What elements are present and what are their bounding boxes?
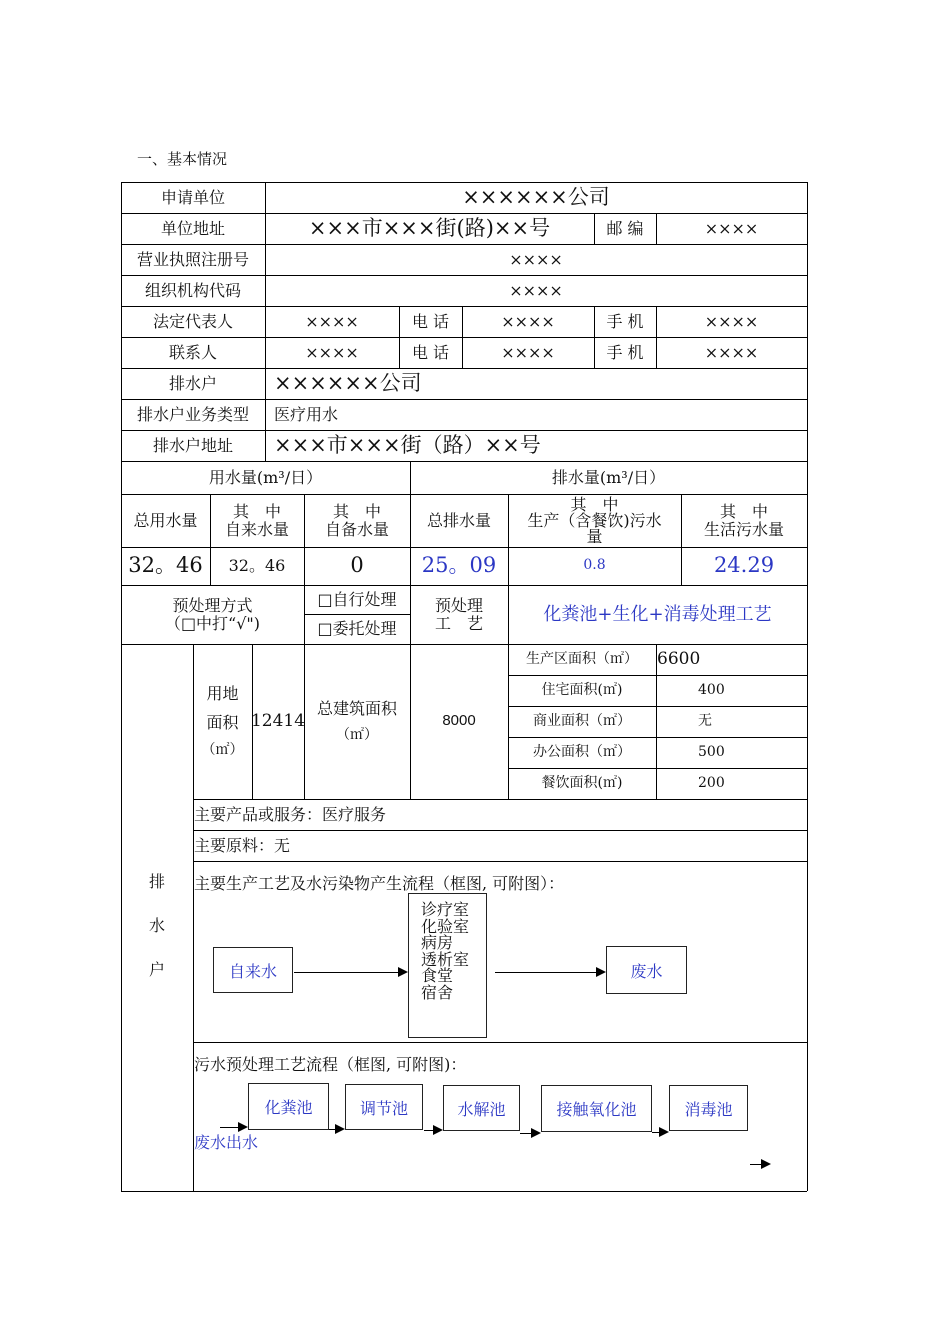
section-title: 一、基本情况 bbox=[137, 150, 228, 168]
water-use-header: 用水量(m³/日） bbox=[208, 467, 323, 487]
area-value: 200 bbox=[698, 774, 725, 791]
contact-mobile-label: 手 机 bbox=[606, 342, 644, 362]
flow2-step: 水解池 bbox=[443, 1085, 520, 1131]
tap-water-label: 其 中 自来水量 bbox=[224, 501, 289, 539]
building-area-label: 总建筑面积 （㎡） bbox=[316, 698, 397, 744]
legal-rep-mobile-label: 手 机 bbox=[606, 311, 644, 331]
pretreatment-method-label: 预处理方式 （□中打“√") bbox=[164, 595, 261, 633]
main-material: 主要原料：无 bbox=[194, 835, 291, 855]
arrow-icon bbox=[652, 1132, 667, 1133]
org-code-value: ×××× bbox=[509, 280, 563, 300]
life-discharge-value: 24.29 bbox=[713, 553, 775, 578]
flow1-title: 主要生产工艺及水污染物产生流程（框图, 可附图）： bbox=[194, 874, 565, 893]
legal-rep-mobile: ×××× bbox=[704, 311, 759, 331]
arrow-icon bbox=[294, 972, 406, 973]
arrow-icon bbox=[520, 1133, 539, 1134]
contact-mobile: ×××× bbox=[704, 342, 759, 362]
area-value: 无 bbox=[698, 712, 712, 729]
flow2-inlet: 废水出水 bbox=[194, 1133, 259, 1152]
total-discharge-label: 总排水量 bbox=[426, 510, 491, 530]
area-label: 餐饮面积(㎡) bbox=[541, 774, 623, 791]
business-type-label: 排水户业务类型 bbox=[136, 404, 249, 424]
discharger-vertical-label: 排 水 户 bbox=[148, 872, 165, 979]
license-value: ×××× bbox=[509, 249, 563, 269]
discharge-header: 排水量(m³/日） bbox=[551, 467, 666, 487]
area-value: 6600 bbox=[657, 649, 701, 670]
contact-label: 联系人 bbox=[168, 342, 217, 362]
arrow-icon bbox=[750, 1164, 769, 1165]
flow2-step: 化粪池 bbox=[248, 1083, 329, 1130]
area-value: 400 bbox=[698, 681, 725, 698]
contact-phone-label: 电 话 bbox=[411, 342, 450, 362]
flow2-step: 调节池 bbox=[345, 1084, 423, 1130]
option-entrust-checkbox[interactable]: □委托处理 bbox=[317, 619, 397, 639]
legal-rep-phone: ×××× bbox=[501, 311, 555, 331]
legal-rep-phone-label: 电 话 bbox=[411, 311, 450, 331]
legal-rep-label: 法定代表人 bbox=[152, 311, 233, 331]
land-area-label: 用地 面积 （㎡） bbox=[201, 684, 244, 758]
life-discharge-label: 其 中 生活污水量 bbox=[703, 501, 784, 539]
flow2-step: 接触氧化池 bbox=[541, 1085, 652, 1132]
self-water-label: 其 中 自备水量 bbox=[324, 501, 389, 539]
discharger-value: ××××××公司 bbox=[274, 370, 422, 395]
pretreatment-process-label: 预处理 工 艺 bbox=[434, 595, 483, 633]
area-label: 商业面积（㎡） bbox=[533, 712, 631, 729]
total-use-value: 32。46 bbox=[128, 553, 203, 578]
self-water-value: 0 bbox=[350, 553, 364, 578]
option-self-checkbox[interactable]: □自行处理 bbox=[317, 589, 397, 609]
area-label: 生产区面积（㎡） bbox=[526, 650, 638, 667]
postcode-value: ×××× bbox=[704, 218, 759, 238]
area-label: 住宅面积(㎡) bbox=[541, 681, 623, 698]
flow1-output-box: 废水 bbox=[606, 946, 687, 994]
area-value: 500 bbox=[698, 743, 725, 760]
discharger-label: 排水户 bbox=[168, 373, 217, 393]
flow2-title: 污水预处理工艺流程（框图, 可附图)： bbox=[194, 1055, 467, 1074]
contact-name: ×××× bbox=[305, 342, 359, 362]
tap-water-value: 32。46 bbox=[228, 556, 286, 576]
land-area-value: 12414 bbox=[250, 711, 306, 732]
total-discharge-value: 25。09 bbox=[421, 553, 497, 578]
applicant-value: ××××××公司 bbox=[462, 184, 610, 209]
arrow-icon bbox=[495, 972, 604, 973]
arrow-icon bbox=[220, 1127, 246, 1128]
address-value: ×××市×××街(路)××号 bbox=[308, 215, 551, 240]
discharger-address-label: 排水户地址 bbox=[152, 435, 233, 455]
postcode-label: 邮 编 bbox=[606, 218, 644, 238]
production-discharge-value: 0.8 bbox=[583, 557, 606, 574]
arrow-icon bbox=[329, 1129, 343, 1130]
legal-rep-name: ×××× bbox=[305, 311, 359, 331]
applicant-label: 申请单位 bbox=[160, 187, 225, 207]
org-code-label: 组织机构代码 bbox=[144, 280, 241, 300]
building-area-value: 8000 bbox=[442, 712, 476, 730]
area-label: 办公面积（㎡） bbox=[533, 743, 631, 760]
contact-phone: ×××× bbox=[501, 342, 555, 362]
business-type-value: 医疗用水 bbox=[274, 404, 339, 424]
license-label: 营业执照注册号 bbox=[136, 249, 249, 269]
production-discharge-label: 其 中 生产（含餐饮)污水 量 bbox=[527, 494, 662, 546]
flow1-middle-box: 诊疗室 化验室 病房 透析室 食堂 宿舍 bbox=[408, 893, 487, 1038]
arrow-icon bbox=[424, 1130, 441, 1131]
discharger-address-value: ×××市×××街（路）××号 bbox=[274, 432, 541, 457]
flow2-step: 消毒池 bbox=[669, 1085, 748, 1131]
address-label: 单位地址 bbox=[160, 218, 225, 238]
main-product: 主要产品或服务：医疗服务 bbox=[194, 804, 387, 824]
flow1-source-box: 自来水 bbox=[213, 947, 293, 993]
pretreatment-process-value: 化粪池+生化+消毒处理工艺 bbox=[543, 603, 772, 625]
total-use-label: 总用水量 bbox=[133, 510, 198, 530]
